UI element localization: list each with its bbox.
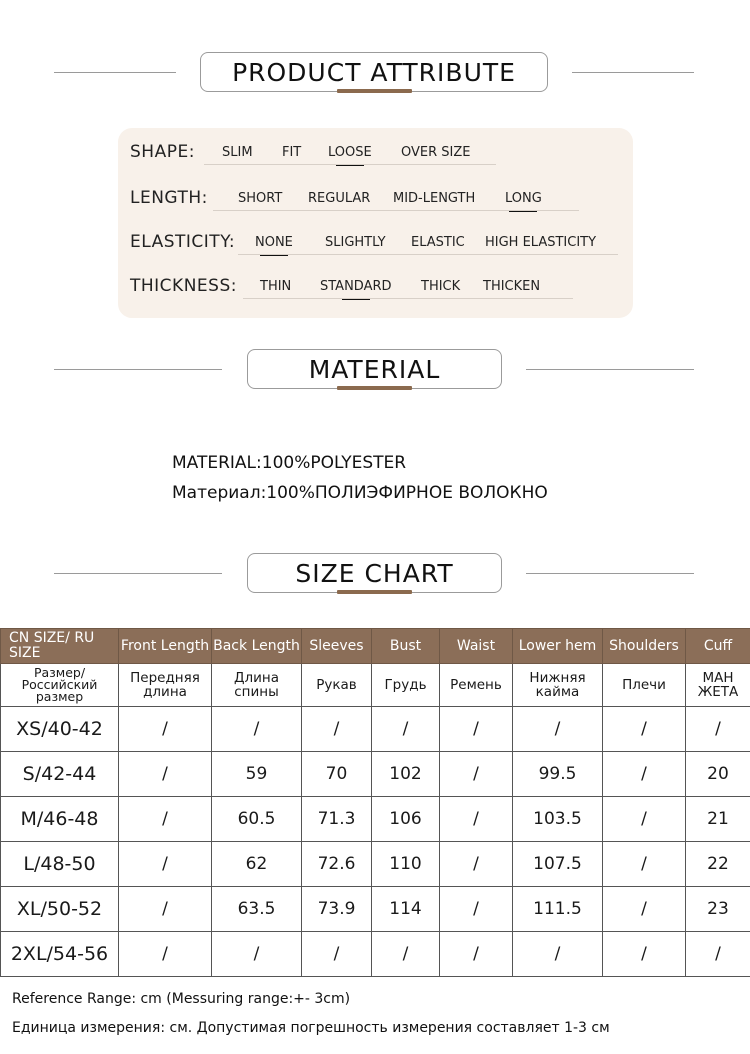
table-row [1,752,750,797]
table-cell: / [440,752,513,797]
heading-label: SIZE CHART [247,553,502,593]
table-cell: / [119,797,212,842]
table-cell: 62 [212,842,302,887]
table-cell: / [440,842,513,887]
attribute-option: FIT [282,145,302,160]
table-cell: / [119,842,212,887]
column-header-ru: Грудь [372,664,440,707]
attribute-option-selected: STANDARD [320,279,392,294]
column-header-ru: Нижняя кайма [513,664,603,707]
table-cell: 72.6 [302,842,372,887]
divider-line [54,369,222,370]
attribute-option: THICK [421,279,461,294]
size-cell: XL/50-52 [1,887,119,932]
table-cell: / [440,932,513,977]
table-row [1,932,750,977]
column-header: Waist [440,629,513,664]
heading-label: MATERIAL [247,349,502,389]
attribute-option-selected: LOOSE [328,145,372,160]
table-cell: / [513,707,603,752]
table-row [1,887,750,932]
column-header: Back Length [212,629,302,664]
size-cell: L/48-50 [1,842,119,887]
table-cell: / [302,707,372,752]
heading-underline [337,590,412,594]
attribute-key: ELASTICITY: [130,232,236,252]
size-chart-table [0,628,750,977]
size-cell: XS/40-42 [1,707,119,752]
table-cell: 23 [686,887,750,932]
column-header-ru: Передняя длина [119,664,212,707]
table-cell: / [212,707,302,752]
measurement-note-ru: Единица измерения: см. Допустимая погрешность измерения составляет 1-3 см [12,1020,610,1036]
table-cell: 22 [686,842,750,887]
table-row [1,842,750,887]
table-row [1,707,750,752]
table-cell: 114 [372,887,440,932]
table-cell: / [440,707,513,752]
table-cell: / [603,752,686,797]
table-cell: / [686,707,750,752]
table-cell: 59 [212,752,302,797]
size-cell: M/46-48 [1,797,119,842]
attribute-option: HIGH ELASTICITY [485,235,597,250]
table-cell: / [119,932,212,977]
table-cell: / [372,932,440,977]
table-cell: / [513,932,603,977]
attribute-option: SHORT [238,191,283,206]
column-header-ru: Длина спины [212,664,302,707]
table-cell: / [440,797,513,842]
attribute-key: SHAPE: [130,142,195,162]
heading-underline [337,386,412,390]
divider-line [526,573,694,574]
column-header-ru: Рукав [302,664,372,707]
column-header: Front Length [119,629,212,664]
table-row [1,797,750,842]
table-cell: 106 [372,797,440,842]
table-cell: 71.3 [302,797,372,842]
table-cell: 63.5 [212,887,302,932]
attribute-option: MID-LENGTH [393,191,476,206]
size-cell: S/42-44 [1,752,119,797]
table-cell: / [603,707,686,752]
attribute-key: LENGTH: [130,188,208,208]
attribute-rule [238,254,618,255]
table-cell: 102 [372,752,440,797]
table-cell: / [372,707,440,752]
table-cell: 20 [686,752,750,797]
attribute-option: REGULAR [308,191,371,206]
table-cell: 110 [372,842,440,887]
column-header: Cuff [686,629,750,664]
attribute-rule [204,164,496,165]
heading-label: PRODUCT ATTRIBUTE [200,52,548,92]
table-cell: 73.9 [302,887,372,932]
table-cell: 60.5 [212,797,302,842]
divider-line [572,72,694,73]
table-cell: / [302,932,372,977]
product-attribute-heading [0,52,750,102]
attribute-option: THIN [260,279,292,294]
table-cell: 21 [686,797,750,842]
table-cell: / [603,887,686,932]
material-text-ru: Материал:100%ПОЛИЭФИРНОЕ ВОЛОКНО [172,483,548,503]
divider-line [526,369,694,370]
attribute-option: SLIM [222,145,253,160]
column-header-ru: Размер/ Российский размер [1,664,119,707]
reference-range-note: Reference Range: cm (Messuring range:+- 3cm) [12,991,351,1007]
column-header: Sleeves [302,629,372,664]
table-cell: 111.5 [513,887,603,932]
table-cell: / [119,707,212,752]
attribute-option: ELASTIC [411,235,465,250]
table-cell: / [212,932,302,977]
table-cell: / [119,887,212,932]
column-header: Shoulders [603,629,686,664]
attribute-option-selected: LONG [505,191,542,206]
table-cell: / [603,797,686,842]
size-cell: 2XL/54-56 [1,932,119,977]
table-header-ru [1,664,750,707]
table-cell: / [440,887,513,932]
divider-line [54,573,222,574]
product-attribute-panel [118,128,633,318]
column-header: Lower hem [513,629,603,664]
table-cell: 103.5 [513,797,603,842]
table-cell: / [603,932,686,977]
attribute-rule [213,210,579,211]
column-header-ru: Плечи [603,664,686,707]
attribute-option: OVER SIZE [401,145,471,160]
column-header-ru: МАН ЖЕТА [686,664,750,707]
divider-line [54,72,176,73]
attribute-option: SLIGHTLY [325,235,386,250]
table-header-en [1,629,750,664]
attribute-option-selected: NONE [255,235,293,250]
column-header: CN SIZE/ RU SIZE [1,629,119,664]
table-cell: 99.5 [513,752,603,797]
heading-underline [337,89,412,93]
attribute-option: THICKEN [483,279,541,294]
table-cell: / [686,932,750,977]
table-cell: 107.5 [513,842,603,887]
table-cell: 70 [302,752,372,797]
size-chart-heading [0,553,750,603]
column-header-ru: Ремень [440,664,513,707]
column-header: Bust [372,629,440,664]
table-cell: / [603,842,686,887]
table-cell: / [119,752,212,797]
attribute-rule [243,298,573,299]
material-heading [0,349,750,399]
attribute-key: THICKNESS: [130,276,237,296]
material-text-en: MATERIAL:100%POLYESTER [172,453,407,473]
